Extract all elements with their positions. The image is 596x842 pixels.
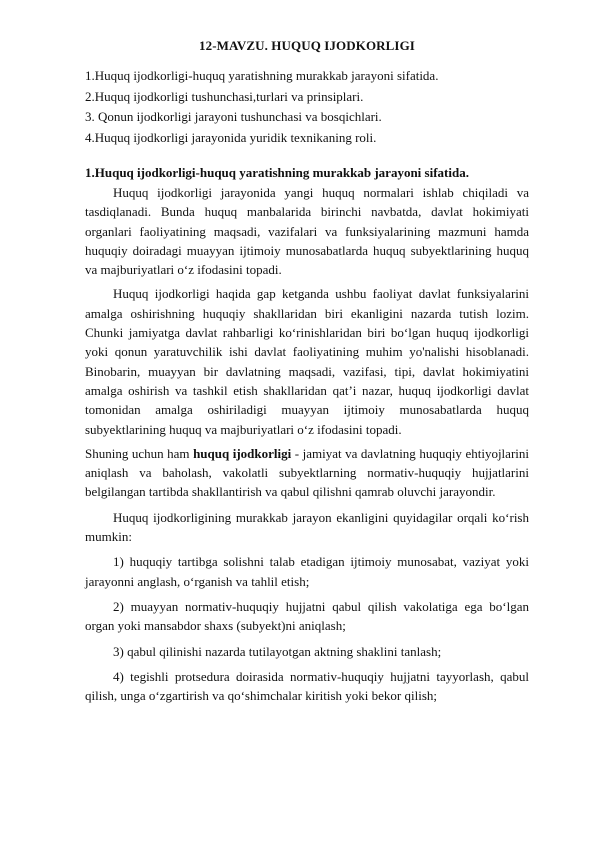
list-item: 2) muayyan normativ-huquqiy hujjatni qabul qilish vakolatiga ega bo‘lgan organ yoki mansabdor shaxs (subyekt)ni aniqlash;	[85, 598, 529, 634]
list-item: 4) tegishli protsedura doirasida normativ-huquqiy hujjatni tayyorlash, qabul qilish, unga o‘zgartirish va qo‘shimchalar kiritish yoki bekor qilish;	[85, 668, 529, 704]
document-page	[85, 38, 529, 705]
list-item: 3) qabul qilinishi nazarda tutilayotgan aktning shaklini tanlash;	[113, 643, 442, 659]
definition-lead: Shuning uchun ham	[85, 445, 194, 461]
outline-item: 1.Huquq ijodkorligi-huquq yaratishning murakkab jarayoni sifatida.	[85, 68, 439, 83]
list-item: 1) huquqiy tartibga solishni talab etadigan ijtimoiy munosabat, vaziyat yoki jarayonni anglash, o‘rganish va tahlil etish;	[85, 554, 529, 589]
paragraph: Huquq ijodkorligi jarayonida yangi huquq normalari ishlab chiqiladi va tasdiqlanadi. Bunda huquq manbalarida birinchi navbatda, davlat hokimiyati organlari faoliyatining maqsadi, vazifalari va funksiyalarining mazmuni hamda huquqiy doiradagi muayyan ijtimoiy munosabatlarda huquq subyektlarining huquq va majburiyatlari o‘z ifodasini topadi.	[85, 185, 529, 278]
page-title: 12-MAVZU. HUQUQ IJODKORLIGI	[199, 38, 415, 53]
outline-item: 2.Huquq ijodkorligi tushunchasi,turlari va prinsiplari.	[85, 88, 364, 104]
paragraph: Huquq ijodkorligi haqida gap ketganda ushbu faoliyat davlat funksiyalarini amalga oshirishning huquqiy shakllaridan biri ekanligini nazarda tutish lozim. Chunki jamiyatga davlat rahbarligi ko‘rinishlaridan biri bo‘lgan huquq ijodkorligi yoki qonun yaratuvchilik ishi davlat faoliyatining muhim yo'nalishi hisoblanadi. Binobarin, muayyan bir davlatning maqsadi, vazifasi, tipi, davlat hokimiyatini amalga oshirish va tashkil etish shakllaridan qat’i nazar, huquq ijodkorligi davlat tomonidan amalga oshiriladigi muayyan ijtimoiy munosabatlarda huquq subyektlarining huquq va majburiyatlari o‘z ifodasini topadi.	[85, 286, 529, 437]
topic-outline	[85, 66, 529, 148]
outline-item: 4.Huquq ijodkorligi jarayonida yuridik texnikaning roli.	[85, 129, 377, 145]
definition-text: - jamiyat va davlatning huquqiy ehtiyojlarini aniqlash va baholash, vakolatli subyektlarning normativ-huquqiy hujjatlarini belgilangan tartibda shakllantirish va qabul qilishni qamrab oluvchi jarayondir.	[85, 445, 529, 500]
outline-item: 3. Qonun ijodkorligi jarayoni tushunchasi va bosqichlari.	[85, 109, 382, 124]
section-heading: 1.Huquq ijodkorligi-huquq yaratishning murakkab jarayoni sifatida.	[85, 165, 469, 180]
paragraph: Huquq ijodkorligining murakkab jarayon ekanligini quyidagilar orqali ko‘rish mumkin:	[85, 509, 529, 545]
definition-term: huquq ijodkorligi	[193, 445, 292, 461]
paragraph-definition	[85, 444, 529, 502]
